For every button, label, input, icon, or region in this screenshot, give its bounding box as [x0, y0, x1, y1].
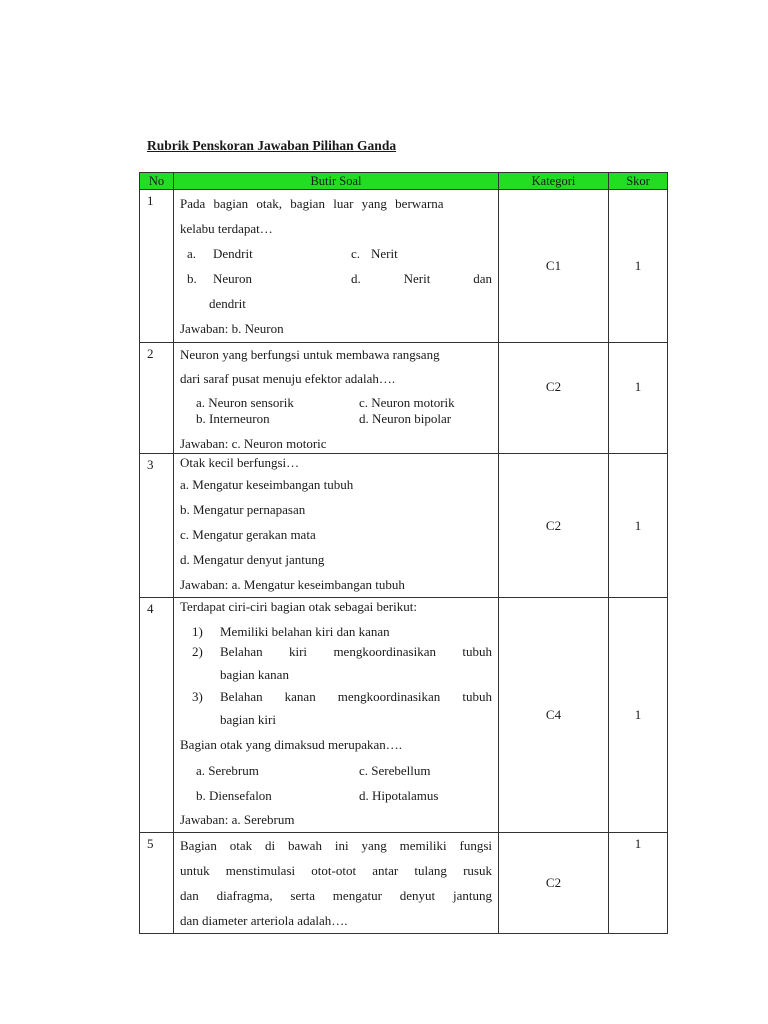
question-stem: Terdapat ciri-ciri bagian otak sebagai berikut: — [180, 599, 417, 614]
option-b: b. Interneuron — [196, 411, 270, 426]
option-b: b. Mengatur pernapasan — [180, 502, 306, 517]
question-stem-cont: dan diafragma, serta mengatur denyut jantung — [180, 888, 492, 903]
table-row — [140, 190, 668, 343]
question-cell — [174, 343, 499, 454]
question-stem-cont: kelabu terdapat… — [180, 221, 273, 236]
option-a: a. Serebrum — [196, 763, 259, 778]
option-d-cont: dendrit — [209, 296, 246, 311]
question-stem: Bagian otak di bawah ini yang memiliki fungsi — [180, 838, 492, 853]
document-title: Rubrik Penskoran Jawaban Pilihan Ganda — [147, 138, 397, 153]
option-a: a. Dendrit — [187, 246, 253, 261]
row-number: 1 — [140, 190, 174, 343]
skor-cell: 1 — [609, 454, 668, 598]
option-d: d. Neuron bipolar — [359, 411, 452, 426]
question-stem-cont: dari saraf pusat menuju efektor adalah…. — [180, 371, 396, 386]
question-stem: Otak kecil berfungsi… — [180, 455, 300, 470]
row-number: 5 — [140, 833, 174, 934]
kategori-cell: C2 — [499, 454, 609, 598]
skor-cell: 1 — [609, 343, 668, 454]
options-grid — [174, 395, 498, 427]
kategori-cell: C2 — [499, 343, 609, 454]
option-c: c. Mengatur gerakan mata — [180, 527, 316, 542]
kategori-cell: C2 — [499, 833, 609, 934]
option-a: a. Neuron sensorik — [196, 395, 294, 410]
option-b: b. Diensefalon — [196, 788, 272, 803]
answer-text: Jawaban: a. Mengatur keseimbangan tubuh — [180, 577, 405, 592]
table-row — [140, 343, 668, 454]
question-cell — [174, 454, 499, 598]
table-row — [140, 598, 668, 833]
list-item: 2) Belahan kiri mengkoordinasikan tubuh bagian kanan — [192, 644, 492, 682]
table-row — [140, 454, 668, 598]
option-d: d. Mengatur denyut jantung — [180, 552, 325, 567]
question-stem: Neuron yang berfungsi untuk membawa rangsang — [180, 347, 440, 362]
table-row — [140, 833, 668, 934]
characteristics-list — [174, 622, 498, 732]
row-number: 2 — [140, 343, 174, 454]
list-item: 1) Memiliki belahan kiri dan kanan — [192, 624, 390, 639]
option-d: d. Nerit dan — [351, 271, 492, 286]
question-stem — [180, 191, 492, 216]
skor-cell: 1 — [609, 833, 668, 934]
option-c: c. Nerit — [351, 246, 398, 261]
list-item: 3) Belahan kanan mengkoordinasikan tubuh bagian kiri — [192, 689, 492, 727]
option-c: c. Neuron motorik — [359, 395, 455, 410]
question-cell — [174, 598, 499, 833]
question-cell — [174, 833, 499, 934]
kategori-cell: C4 — [499, 598, 609, 833]
answer-text: Jawaban: a. Serebrum — [180, 812, 295, 827]
options-grid — [174, 758, 498, 808]
row-number: 4 — [140, 598, 174, 833]
rubric-table — [139, 172, 668, 934]
header-skor: Skor — [609, 173, 668, 190]
question-stem-cont: dan diameter arteriola adalah…. — [180, 913, 348, 928]
option-d: d. Hipotalamus — [359, 788, 439, 803]
answer-text: Jawaban: c. Neuron motoric — [180, 436, 327, 451]
option-a: a. Mengatur keseimbangan tubuh — [180, 477, 354, 492]
stem-text: Pada bagian otak, bagian luar yang berwarna — [180, 196, 444, 211]
options-grid — [174, 241, 498, 291]
question-stem-cont: untuk menstimulasi otot-otot antar tulang rusuk — [180, 863, 492, 878]
table-header-row — [140, 173, 668, 190]
question-text: Bagian otak yang dimaksud merupakan…. — [180, 737, 403, 752]
header-butir-soal: Butir Soal — [174, 173, 499, 190]
header-no: No — [140, 173, 174, 190]
kategori-cell: C1 — [499, 190, 609, 343]
header-kategori: Kategori — [499, 173, 609, 190]
option-b: b. Neuron — [187, 271, 252, 286]
question-cell — [174, 190, 499, 343]
skor-cell: 1 — [609, 598, 668, 833]
row-number: 3 — [140, 454, 174, 598]
skor-cell: 1 — [609, 190, 668, 343]
option-c: c. Serebellum — [359, 763, 431, 778]
answer-text: Jawaban: b. Neuron — [180, 321, 284, 336]
